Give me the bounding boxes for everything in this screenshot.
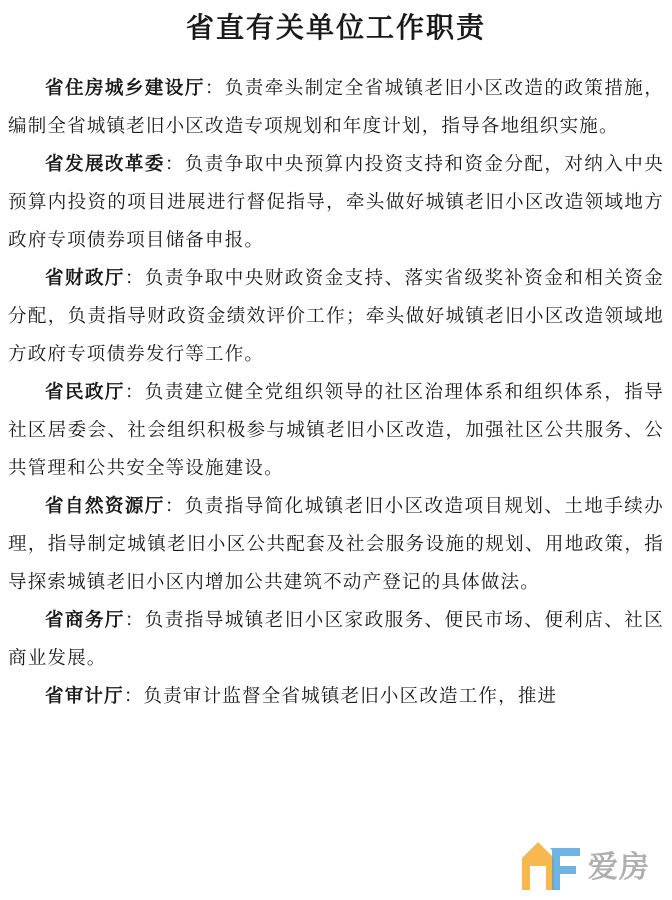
page-title: 省直有关单位工作职责: [185, 11, 486, 44]
watermark-text: 爱房: [588, 850, 650, 885]
section-finance: [8, 260, 664, 374]
unit-duty-text: ：负责建立健全党组织领导的社区治理体系和组织体系，指导社区居委会、社会组织积极参与城镇老旧小区改造，加强社区公共服务、公共管理和公共安全等设施建设。: [8, 382, 664, 479]
section-commerce: [8, 602, 664, 678]
unit-name: 省住房城乡建设厅: [45, 78, 205, 99]
section-audit: [8, 678, 664, 716]
section-housing: [8, 70, 664, 146]
unit-name: 省发展改革委: [45, 154, 165, 175]
section-civil-affairs: [8, 374, 664, 488]
unit-name: 省商务厅: [45, 610, 125, 631]
section-natural-resources: [8, 488, 664, 602]
unit-name: 省财政厅: [45, 268, 125, 289]
unit-duty-text: ：负责指导简化城镇老旧小区改造项目规划、土地手续办理，指导制定城镇老旧小区公共配套及社会服务设施的规划、用地政策，指导探索城镇老旧小区内增加公共建筑不动产登记的具体做法。: [8, 496, 664, 593]
unit-duty-text: ：负责争取中央预算内投资支持和资金分配，对纳入中央预算内投资的项目进展进行督促指导，牵头做好城镇老旧小区改造领域地方政府专项债券项目储备申报。: [8, 154, 664, 251]
section-development-reform: [8, 146, 664, 260]
unit-name: 省民政厅: [45, 382, 125, 403]
unit-name: 省审计厅: [45, 686, 124, 707]
unit-duty-text: ：负责指导城镇老旧小区家政服务、便民市场、便利店、社区商业发展。: [8, 610, 664, 669]
unit-name: 省自然资源厅: [45, 496, 165, 517]
unit-duty-text: ：负责牵头制定全省城镇老旧小区改造的政策措施，编制全省城镇老旧小区改造专项规划和年度计划，指导各地组织实施。: [8, 78, 664, 137]
unit-duty-text: ：负责审计监督全省城镇老旧小区改造工作，推进: [123, 686, 558, 707]
unit-duty-text: ：负责争取中央财政资金支持、落实省级奖补资金和相关资金分配，负责指导财政资金绩效评价工作；牵头做好城镇老旧小区改造领域地方政府专项债券发行等工作。: [8, 268, 664, 365]
